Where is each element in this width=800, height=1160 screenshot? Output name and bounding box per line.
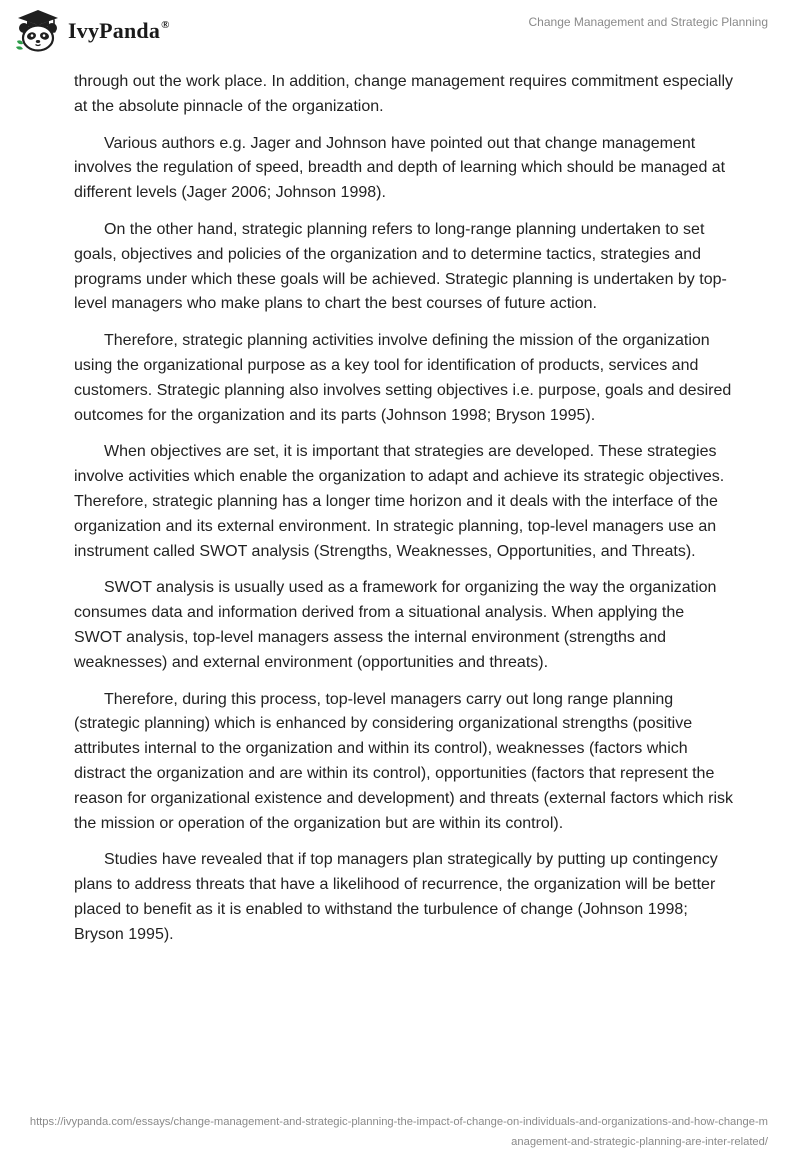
paragraph: Studies have revealed that if top managers plan strategically by putting up contingency plans to address threats that have a likelihood of recurrence, the organization will be better placed to benefit as it is enabled to withstand the turbulence of change (Johnson 1998; Bryson 1995).	[74, 851, 718, 943]
paragraph: SWOT analysis is usually used as a framework for organizing the way the organization consumes data and information derived from a situational analysis. When applying the SWOT analysis, top-level managers assess the internal environment (strengths and weaknesses) and external environment (opportunities and threats).	[74, 579, 717, 671]
brand-name: IvyPanda®	[68, 18, 170, 43]
paragraph: Therefore, during this process, top-level managers carry out long range planning (strategic planning) which is enhanced by considering organizational strengths (positive attributes internal to the organization and within its control), weaknesses (factors which distract the organization and are within its control), opportunities (factors that represent the reason for organizational existence and development) and threats (external factors which risk the mission or operation of the organization but are within its control).	[74, 690, 734, 832]
paragraph: When objectives are set, it is important that strategies are developed. These strategies involve activities which enable the organization to adapt and achieve its strategic objectives. Therefore, strategic planning has a longer time horizon and it deals with the interface of the organization and its external environment. In strategic planning, top-level managers use an instrument called SWOT analysis (Strengths, Weaknesses, Opportunities, and Threats).	[74, 443, 725, 560]
essay-body	[74, 70, 734, 960]
source-url-link[interactable]: https://ivypanda.com/essays/change-management-and-strategic-planning-the-impact-of-change-on-individuals-and-organizations-and-how-change-management-and-strategic-planning-are-inter-related/	[29, 1116, 768, 1148]
ivypanda-logo[interactable]	[14, 8, 170, 52]
registered-mark: ®	[161, 18, 170, 31]
paragraph: On the other hand, strategic planning refers to long-range planning undertaken to set goals, objectives and policies of the organization and to determine tactics, strategies and programs under which these goals will be achieved. Strategic planning is undertaken by top-level managers who make plans to chart the best courses of future action.	[74, 220, 727, 313]
running-title: Change Management and Strategic Planning	[528, 15, 768, 29]
paragraph: Therefore, strategic planning activities involve defining the mission of the organization using the organizational purpose as a key tool for identification of products, services and customers. Strategic planning also involves setting objectives i.e. purpose, goals and desired outcomes for the organization and its parts (Johnson 1998; Bryson 1995).	[74, 332, 732, 424]
paragraph: Various authors e.g. Jager and Johnson have pointed out that change management involves the regulation of speed, breadth and depth of learning which should be managed at different levels (Jager 2006; Johnson 1998).	[74, 134, 726, 202]
panda-graduate-icon	[14, 8, 62, 52]
paragraph: through out the work place. In addition, change management requires commitment especially at the absolute pinnacle of the organization.	[74, 73, 734, 115]
page-header	[0, 0, 800, 60]
